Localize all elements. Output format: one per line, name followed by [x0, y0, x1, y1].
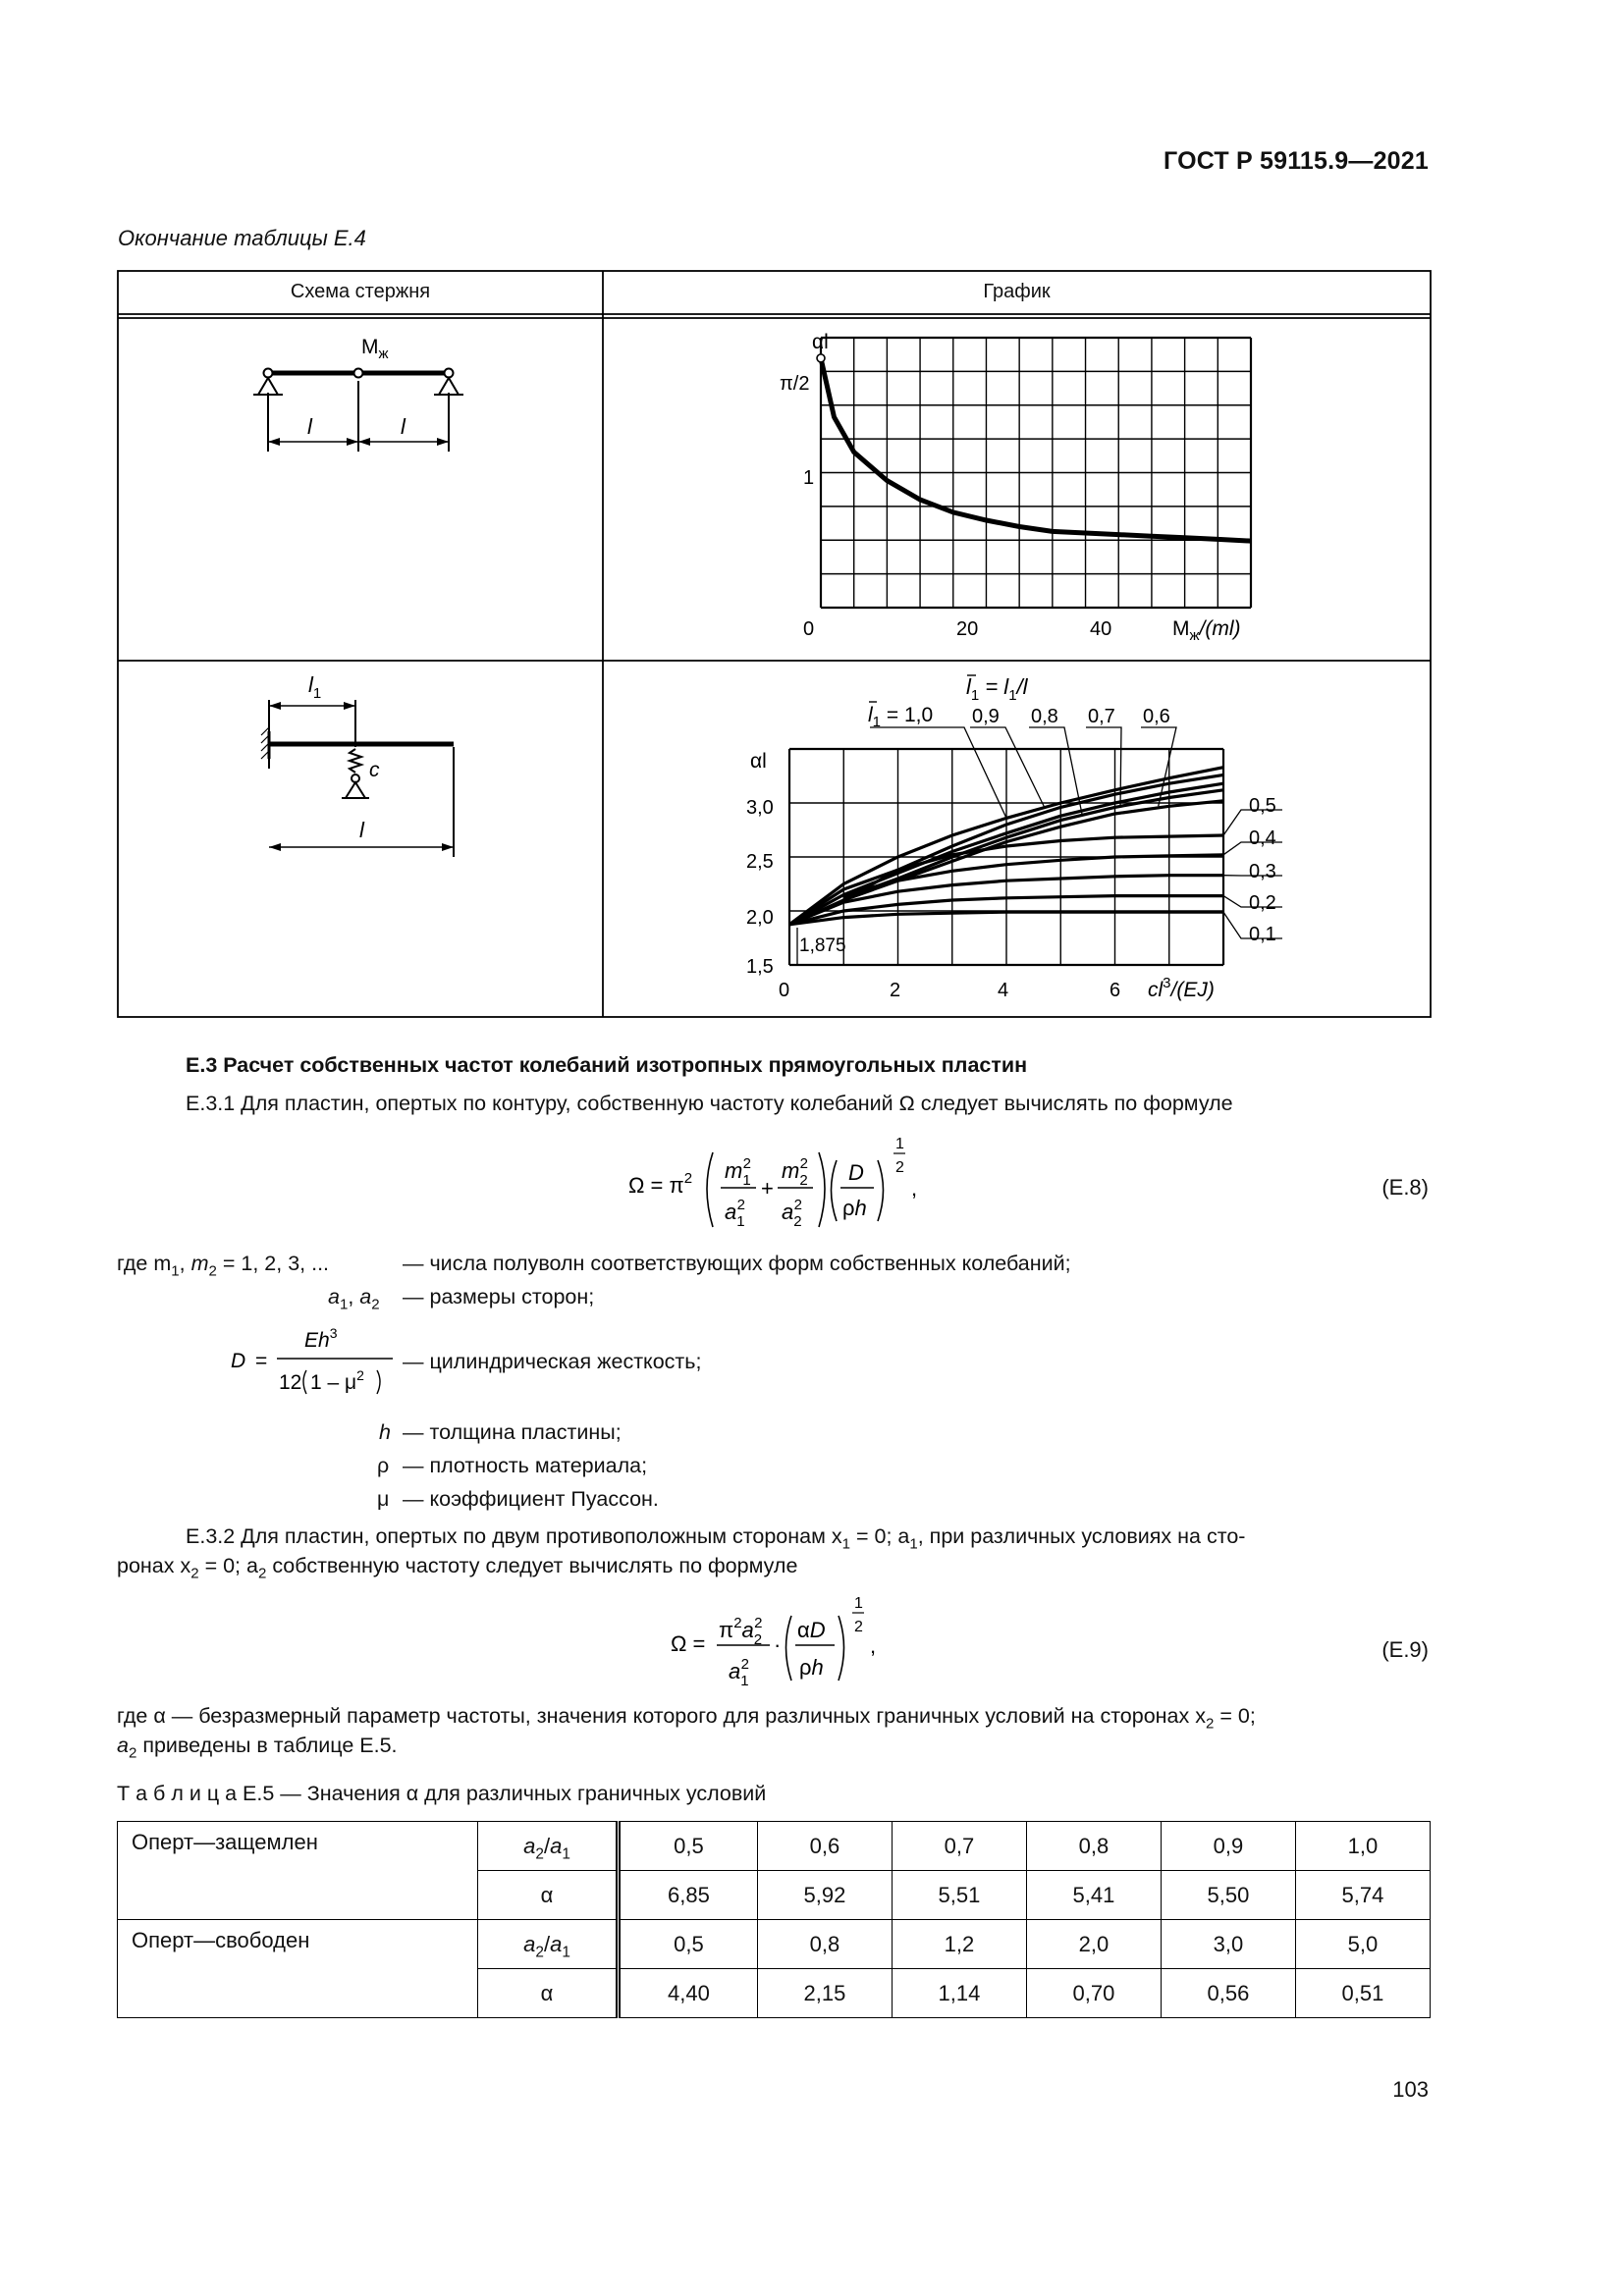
param-alpha: α [478, 1871, 619, 1920]
curve-label-0-2: 0,2 [1249, 892, 1276, 914]
start-value-label: 1,875 [799, 935, 846, 956]
equation-number-e9: (Е.9) [1381, 1637, 1429, 1662]
curve-label-0-6: 0,6 [1143, 706, 1170, 727]
paragraph-alpha-line1: где α — безразмерный параметр частоты, значения которого для различных граничных условий на сторонах $x_2 = 0$; [117, 1704, 1256, 1733]
curve-label-1-0: $l_1 = 1,0$ [868, 704, 934, 730]
def-h-symbol: h [379, 1420, 391, 1444]
svg-text:Ω =: Ω = [671, 1631, 706, 1656]
svg-text:D: D [848, 1160, 864, 1185]
spring-stiffness-label: c [369, 759, 380, 781]
formula-D [226, 1319, 403, 1398]
x-tick-20: 20 [956, 618, 979, 640]
x-tick-4: 4 [998, 980, 1009, 1001]
table-continuation-caption: Окончание таблицы Е.4 [118, 226, 366, 250]
chart-mass-frequency [603, 318, 1431, 661]
length-label: l [359, 818, 364, 842]
paragraph-e32-line1: Е.3.2 Для пластин, опертых по двум противоположным сторонам $x_1 = 0$; $a_1$, при различных условиях на сто- [186, 1524, 1246, 1553]
cell: 1,0 [1295, 1822, 1430, 1871]
y-tick-pi2: π/2 [780, 373, 810, 395]
mass-label: $M_ж$ [361, 336, 389, 362]
svg-text:2: 2 [854, 1619, 863, 1635]
svg-text:π2a22: $\pi^2a_22$ [719, 1615, 763, 1648]
table-row [118, 1920, 1431, 1969]
chart-start-point [817, 354, 825, 362]
chart-ylabel: αl [812, 331, 829, 353]
cell: 6,85 [619, 1871, 758, 1920]
scheme-two-span-beam [245, 324, 471, 461]
table-e5-caption: Т а б л и ц а Е.5 — Значения α для различных граничных условий [117, 1782, 767, 1805]
pin-support-icon [258, 378, 278, 395]
svg-text:Eh3: Eh$^3$ [304, 1325, 338, 1352]
svg-text:·: · [774, 1632, 782, 1657]
pin-support-icon [439, 378, 459, 395]
formula-e9 [666, 1592, 901, 1700]
svg-text:,: , [911, 1176, 918, 1201]
curve-label-0-9: 0,9 [972, 706, 1000, 727]
cell: 0,8 [757, 1920, 892, 1969]
cell: 2,15 [757, 1969, 892, 2018]
y-tick-2-5: 2,5 [746, 851, 774, 873]
paragraph-alpha-line2: $a_2$ приведены в таблице Е.5. [117, 1734, 398, 1762]
x-tick-2: 2 [890, 980, 901, 1001]
label-leader-line [870, 727, 1006, 818]
svg-text:1: 1 [895, 1136, 904, 1152]
document-id: ГОСТ Р 59115.9—2021 [1164, 147, 1429, 175]
svg-text:a22: $a_22$ [782, 1197, 802, 1230]
cell: 0,9 [1161, 1822, 1295, 1871]
cell: 0,51 [1295, 1969, 1430, 2018]
y-tick-2-0: 2,0 [746, 907, 774, 929]
def-D: — цилиндрическая жесткость; [403, 1350, 702, 1373]
cell: 2,0 [1026, 1920, 1161, 1969]
svg-text:12: 12 [279, 1371, 302, 1394]
table-e5 [117, 1821, 1431, 2018]
cell: 5,50 [1161, 1871, 1295, 1920]
table-row [118, 1822, 1431, 1871]
curve-label-0-1: 0,1 [1249, 924, 1276, 945]
l1-label: $l_1$ [308, 672, 322, 702]
pin-support-icon [346, 782, 365, 798]
cell: 0,70 [1026, 1969, 1161, 2018]
svg-text:m22: $m_22$ [782, 1155, 809, 1189]
curve-label-0-4: 0,4 [1249, 828, 1276, 849]
chart-series-line [821, 358, 1251, 541]
x-tick-40: 40 [1090, 618, 1112, 640]
x-tick-6: 6 [1110, 980, 1121, 1001]
cell: 0,8 [1026, 1822, 1161, 1871]
def-h: — толщина пластины; [403, 1420, 622, 1444]
chart-top-label: $l_1 = l_1/l$ [966, 674, 1028, 704]
svg-text:,: , [870, 1633, 877, 1658]
cell: 5,92 [757, 1871, 892, 1920]
param-alpha: α [478, 1969, 619, 2018]
x-tick-0: 0 [803, 618, 815, 640]
def-mu: — коэффициент Пуассон. [403, 1487, 659, 1511]
svg-text:ρh: ρh [842, 1196, 867, 1220]
def-rho-symbol: ρ [377, 1454, 390, 1477]
cell: 3,0 [1161, 1920, 1295, 1969]
equation-number-e8: (Е.8) [1381, 1175, 1429, 1200]
paragraph-e32-line2: ронах $x_2 = 0$; $a_2$ собственную частоту следует вычислять по формуле [117, 1554, 798, 1582]
span-right-label: l [401, 414, 406, 439]
curve-label-0-7: 0,7 [1088, 706, 1115, 727]
col-header-graph: График [983, 281, 1051, 302]
def-a-symbol: $a_1$, $a_2$ [328, 1285, 380, 1313]
curve-label-0-5: 0,5 [1249, 795, 1276, 817]
curve-label-0-3: 0,3 [1249, 861, 1276, 882]
y-tick-1: 1 [803, 467, 815, 489]
def-m: — числа полуволн соответствующих форм собственных колебаний; [403, 1252, 1071, 1275]
cell: 0,56 [1161, 1969, 1295, 2018]
def-rho: — плотность материала; [403, 1454, 648, 1477]
svg-text:αD: αD [797, 1618, 826, 1642]
scheme-cantilever-spring [257, 670, 473, 867]
chart-xlabel: $cl^3/(EJ)$ [1148, 975, 1215, 1001]
x-tick-0: 0 [779, 980, 790, 1001]
cell: 0,7 [892, 1822, 1026, 1871]
cell: 5,41 [1026, 1871, 1161, 1920]
def-a: — размеры сторон; [403, 1285, 595, 1308]
cell: 1,14 [892, 1969, 1026, 2018]
svg-text:+: + [761, 1176, 774, 1201]
cell: 0,5 [619, 1822, 758, 1871]
cell: 5,74 [1295, 1871, 1430, 1920]
cell: 0,5 [619, 1920, 758, 1969]
chart-xlabel: $M_ж/(ml)$ [1172, 617, 1241, 644]
svg-text:=: = [255, 1350, 268, 1372]
svg-text:1 – μ2: $1 - \mu^2$ [310, 1367, 364, 1394]
curve-label-0-8: 0,8 [1031, 706, 1058, 727]
y-tick-1-5: 1,5 [746, 956, 774, 978]
row-name-2: Оперт—свободен [118, 1920, 478, 2018]
spring-icon [350, 749, 361, 773]
svg-text:Ω = π2: $\Omega = \pi^2$ [628, 1170, 693, 1198]
svg-text:1: 1 [854, 1595, 863, 1612]
col-header-scheme: Схема стержня [290, 281, 431, 302]
span-left-label: l [307, 414, 312, 439]
svg-text:a12: $a_12$ [725, 1197, 745, 1230]
cell: 0,6 [757, 1822, 892, 1871]
chart-spring-frequency [603, 661, 1431, 1017]
svg-text:ρh: ρh [799, 1655, 824, 1680]
param-ratio: $a_2/a_1$ [478, 1822, 619, 1871]
svg-text:2: 2 [895, 1159, 904, 1176]
cell: 1,2 [892, 1920, 1026, 1969]
chart-ylabel: αl [750, 750, 767, 773]
section-heading: Е.3 Расчет собственных частот колебаний изотропных прямоугольных пластин [186, 1053, 1028, 1077]
svg-text:m12: $m_12$ [725, 1155, 752, 1189]
svg-text:D: D [231, 1350, 246, 1372]
def-mu-symbol: μ [377, 1487, 390, 1511]
cell: 4,40 [619, 1969, 758, 2018]
y-tick-3-0: 3,0 [746, 797, 774, 819]
row-name-1: Оперт—защемлен [118, 1822, 478, 1920]
label-leader-line [970, 727, 1045, 807]
cell: 5,51 [892, 1871, 1026, 1920]
paragraph-e31: Е.3.1 Для пластин, опертых по контуру, собственную частоту колебаний Ω следует вычислять по формуле [186, 1092, 1233, 1115]
cell: 5,0 [1295, 1920, 1430, 1969]
page-number: 103 [1392, 2077, 1429, 2102]
param-ratio: $a_2/a_1$ [478, 1920, 619, 1969]
where-m-label: где $m_1$, $m_2 = 1$, 2, 3, ... [117, 1252, 330, 1280]
formula-e8 [619, 1129, 943, 1242]
svg-text:a12: $a_12$ [729, 1656, 749, 1689]
